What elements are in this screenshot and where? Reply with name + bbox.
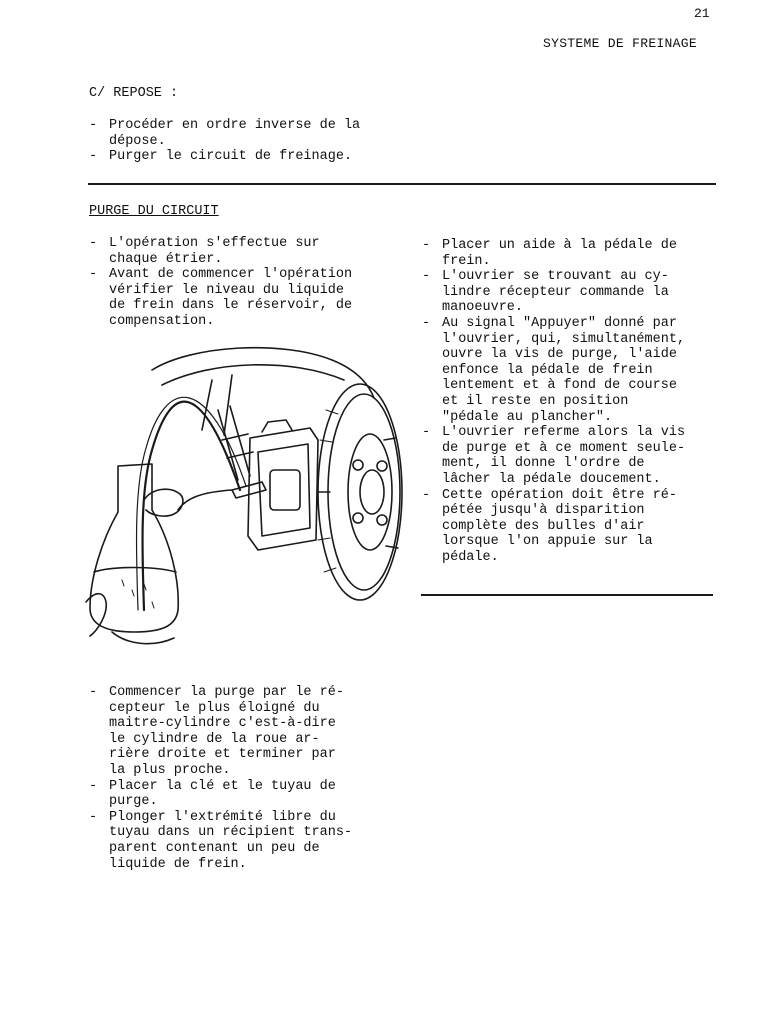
list-item: - Commencer la purge par le ré- cepteur le plus éloigné du maitre-cylindre c'est-à-dire le cylindre de la roue ar- rière droite et terminer par la plus proche. [89,685,344,778]
purge-bottom-list [89,685,409,872]
list-item: - Procéder en ordre inverse de la dépose. [89,118,361,149]
purge-left-list [89,236,399,330]
list-item: - Placer la clé et le tuyau de purge. [89,778,336,810]
purge-heading: PURGE DU CIRCUIT [89,204,219,219]
list-item: - Placer un aide à la pédale de frein. [422,238,677,269]
repose-heading: C/ REPOSE : [89,86,179,101]
running-header: SYSTEME DE FREINAGE [543,36,697,51]
column-end-rule [421,594,713,596]
list-item: - Purger le circuit de freinage. [89,149,353,165]
list-item: - Plonger l'extrémité libre du tuyau dans un récipient trans- parent contenant un peu de liquide de frein. [89,809,353,872]
brake-bleeding-illustration [82,340,404,660]
list-item: - Cette opération doit être ré- pétée jusqu'à disparition complète des bulles d'air lorsque l'on appuie sur la pédale. [422,487,677,565]
section-divider [88,183,716,185]
list-item: - Avant de commencer l'opération vérifier le niveau du liquide de frein dans le réservoir, de compensation. [89,267,353,329]
list-item: - Au signal "Appuyer" donné par l'ouvrier, qui, simultanément, ouvre la vis de purge, l'aide enfonce la pédale de frein lentement et à fond de course et il reste en position "pédale au plancher". [422,315,686,425]
list-item: - L'ouvrier referme alors la vis de purge et à ce moment seule- ment, il donne l'ordre de lâcher la pédale doucement. [422,425,686,487]
repose-list [89,118,419,165]
list-item: - L'opération s'effectue sur chaque étrier. [89,236,320,267]
page-number: 21 [694,6,710,21]
purge-right-list [422,238,722,565]
list-item: - L'ouvrier se trouvant au cy- lindre récepteur commande la manoeuvre. [422,269,669,316]
